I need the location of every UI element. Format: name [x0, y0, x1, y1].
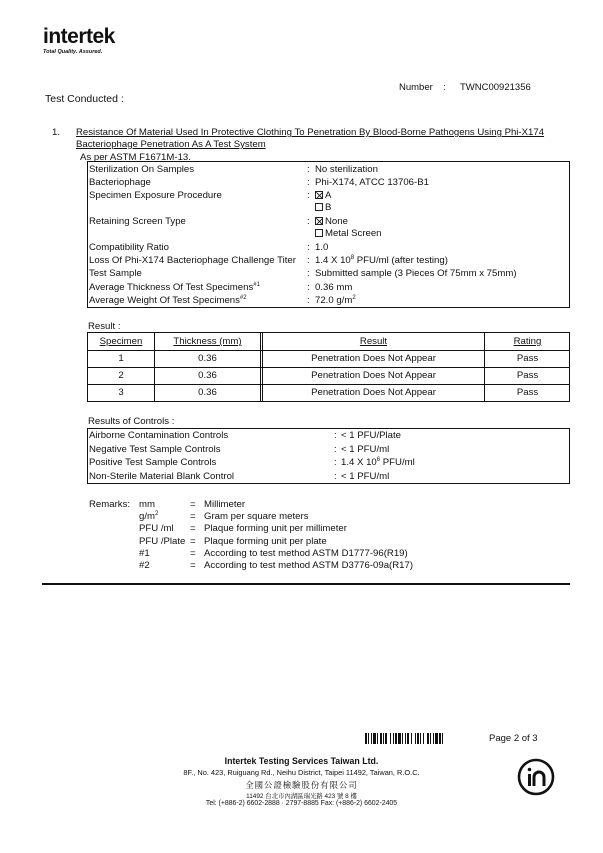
param-label: Sterilization On Samples [89, 164, 195, 175]
company-name: Intertek Testing Services Taiwan Ltd. [224, 756, 379, 766]
param-label: Average Weight Of Test Specimens$^{\#2}$ [89, 295, 247, 306]
result-heading: Result : [88, 321, 121, 332]
barcode [365, 733, 479, 744]
logo-tagline: Total Quality. Assured. [43, 49, 103, 55]
report-number-value: TWNC00921356 [460, 82, 531, 93]
test-conducted-heading: Test Conducted : [45, 93, 124, 105]
param-value: 1.4 X $10^8$ PFU/ml (after testing) [315, 255, 448, 266]
column-header: Thickness (mm) [173, 336, 242, 347]
remarks-label: Remarks: [89, 499, 131, 510]
table-header-row [88, 333, 569, 350]
controls-box: Airborne Contamination Controls : < 1 PFU/Plate Negative Test Sample Controls : < 1 PFU/ml Positive Test Sample Controls : 1.4 X $10^6$ PFU/ml Non-Sterile Material Blank Control : < 1 PFU/ml [87, 428, 570, 484]
column-header: Rating [513, 336, 542, 347]
barcode-bar [443, 733, 445, 744]
screen-option-none: None [315, 216, 348, 227]
page-number: Page 2 of 3 [489, 733, 538, 744]
unchecked-box-icon [315, 203, 323, 211]
test-parameters-box: Sterilization On Samples : No sterilization Bacteriophage : Phi-X174, ATCC 13706-B1 Specimen Exposure Procedure : A B Retaining Screen Type : None Metal Screen Compatibility Ratio : 1.0 Loss Of Phi-X174 Bacteriophage Challenge Titer : 1.4 X $10^8$ PFU/ml (after testing) Test Sample : Submitted sample (3 Pieces Of 75mm x 75mm) Average Thickness Of Test Specimens$^{\#1}$ : 0.36 mm Average Weight Of Test Specimens$^{\#2}$ : 72.0 $g/m^2$ [87, 161, 570, 308]
param-label: Retaining Screen Type [89, 216, 186, 227]
test-title-line2: Bacteriophage Penetration As A Test System [76, 139, 266, 150]
param-label: Bacteriophage [89, 177, 151, 188]
intertek-logo: intertek [43, 25, 115, 48]
company-address: 8F., No. 423, Ruiguang Rd., Neihu District, Taipei 11492, Taiwan, R.O.C. [183, 768, 420, 777]
param-value: Phi-X174, ATCC 13706-B1 [315, 177, 429, 188]
param-label: Average Thickness Of Test Specimens$^{\#1}$ [89, 282, 260, 293]
contact-numbers: Tel: (+886-2) 6602-2888 · 2797-8885 Fax: (+886-2) 6602-2405 [205, 800, 398, 807]
intertek-circle-logo-icon [517, 758, 555, 796]
unchecked-box-icon [315, 229, 323, 237]
test-standard: As per ASTM F1671M-13. [80, 152, 191, 163]
param-value: Submitted sample (3 Pieces Of 75mm x 75mm) [315, 268, 517, 279]
test-title-line1: Resistance Of Material Used In Protective Clothing To Penetration By Blood-Borne Pathogens Using Phi-X174 [76, 127, 545, 138]
param-value: 1.0 [315, 242, 329, 253]
screen-option-metal: Metal Screen [315, 228, 382, 239]
table-row: 1 0.36 Penetration Does Not Appear Pass [118, 353, 539, 364]
report-number-label: Number [399, 82, 433, 93]
section-divider [42, 583, 570, 585]
param-value: 0.36 mm [315, 282, 353, 293]
exposure-option-a: A [315, 190, 331, 201]
controls-heading: Results of Controls : [88, 416, 175, 427]
report-number-separator: : [443, 82, 446, 93]
result-table [87, 332, 570, 402]
test-item-number: 1. [52, 127, 61, 138]
table-row: 3 0.36 Penetration Does Not Appear Pass [118, 387, 539, 398]
param-label: Specimen Exposure Procedure [89, 190, 222, 201]
company-name-chinese: 全國公證檢驗股份有限公司 [245, 780, 358, 790]
param-value: 72.0 $g/m^2$ [315, 295, 356, 306]
param-label: Loss Of Phi-X174 Bacteriophage Challenge Titer [89, 255, 296, 266]
param-value: No sterilization [315, 164, 378, 175]
column-header: Specimen [99, 336, 143, 347]
param-label: Test Sample [89, 268, 142, 279]
company-address-chinese: 11492 台北市內湖區瑞光路 423 號 8 樓 [246, 793, 357, 800]
table-row: 2 0.36 Penetration Does Not Appear Pass [118, 370, 539, 381]
column-header: Result [359, 336, 388, 347]
checked-box-icon [315, 191, 323, 199]
param-label: Compatibility Ratio [89, 242, 169, 253]
checked-box-icon [315, 217, 323, 225]
exposure-option-b: B [315, 202, 331, 213]
